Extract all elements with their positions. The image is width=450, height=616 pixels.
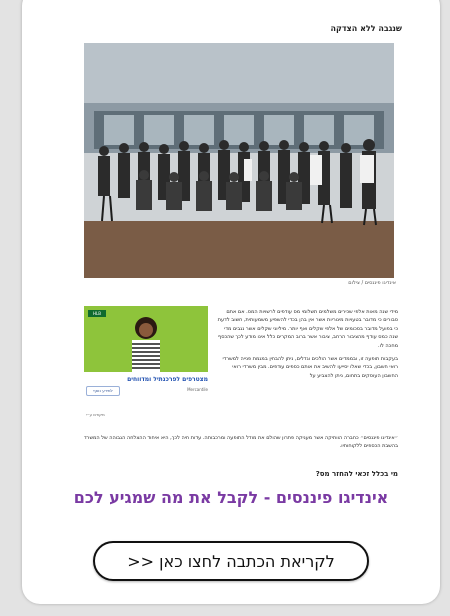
article-paragraph: בעקבות תופעה זו, ובממדים אשר הולכים וגדלים, ניתן להבחין במגמת פנייה למשרדי רואי חשבון, בכדי שאלו יסייעו להשיב את אותם כספים עודפים. מבין משרדי רואי החשבון העוסקים בתחום, ניתן להצביע על xyxy=(222,356,398,379)
article-preview[interactable] xyxy=(72,0,402,476)
article-body-wide xyxy=(80,434,398,451)
promo-headline: אינדיגו פיננסים - לקבל את מה שמגיע לכם xyxy=(73,488,389,507)
read-article-button[interactable]: לקריאת הכתבה לחצו כאן << xyxy=(93,541,369,581)
video-thumbnail[interactable] xyxy=(84,306,208,372)
team-photo-illustration xyxy=(84,43,394,278)
video-sponsor-note: מקודם ע״י xyxy=(86,412,105,417)
article-paragraph: ״אינדיגו פיננסים״ כחברה הוותיקה אשר מעניקה פתרון שהולם את מודל התופעה ומרכבותה. עדות חיה לכך, היא איחוד ההצלחה הגבוהה של המשרד בהשבת הכספים ללקוחותיו. xyxy=(83,435,398,450)
article-title: שנגבה ללא הצדקה xyxy=(330,24,402,33)
embedded-video-ad[interactable] xyxy=(84,306,208,424)
team-photo xyxy=(84,43,394,278)
video-more-button[interactable]: למידע נוסף xyxy=(86,386,120,396)
article-body xyxy=(216,308,398,385)
video-badge: HLB xyxy=(88,310,106,317)
video-advertiser: Mercantile xyxy=(187,387,208,392)
photo-caption: אינדיגו פיננסים / צילום xyxy=(348,280,396,286)
video-caption[interactable]: מצטרפים לפרכנתיל ומדווחים xyxy=(127,376,208,383)
ad-card[interactable] xyxy=(22,0,440,604)
article-paragraph: מידי שנה מאות אלפי שכירים משלמים תשלומי מס עודפים לרשויות המס. אם אתם סבורים כי מדובר בטעויות מינוריות אשר אין בהן בכדי להשפיע משמעותית, חשוב לדעת כי בפועל מדובר בסכומים של אלפי שקלים ואף יותר. מיליוני שקלים אשר נגבים מדי שנה כמס עודף מהציבור הרחב, ציבור אשר ברוב המקרים כלל אינו מודע לכך שהכסף מחכה לו. xyxy=(217,309,398,349)
article-subheading: מי בכלל זכאי להחזר מס? xyxy=(315,470,398,478)
